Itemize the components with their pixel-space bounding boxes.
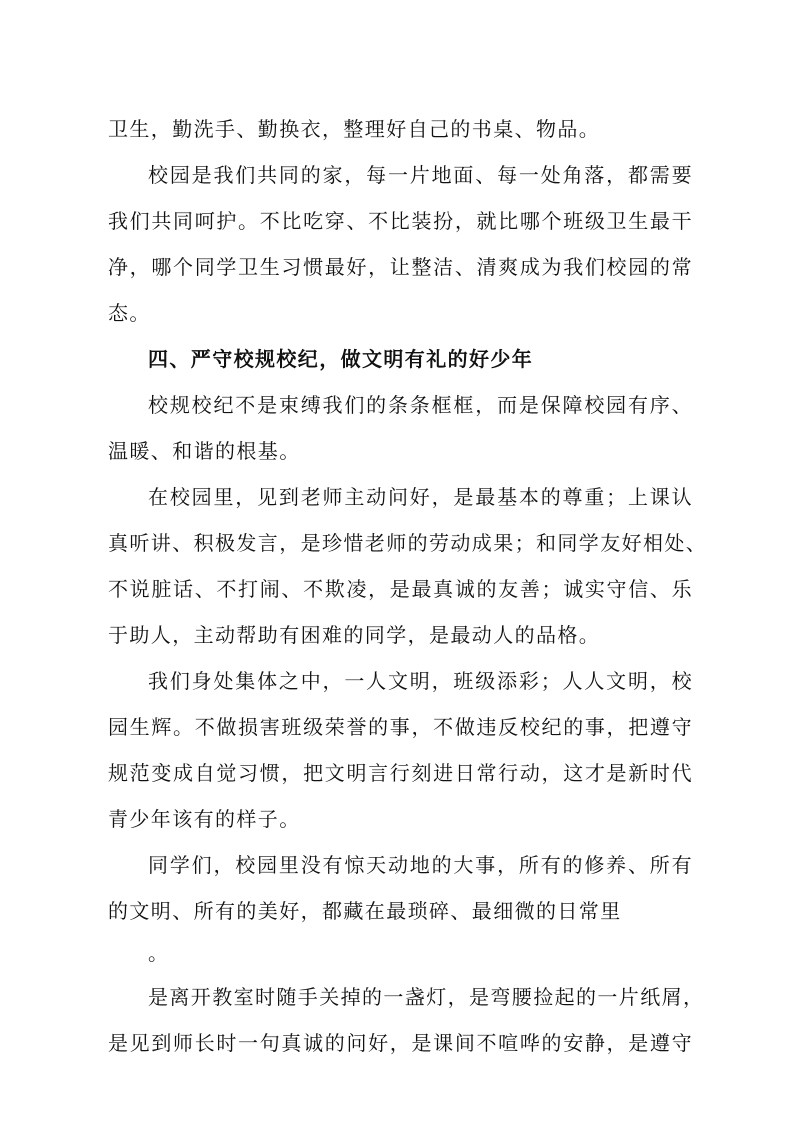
text-line: 校园是我们共同的家，每一片地面、每一处角落，都需要 — [148, 163, 693, 187]
text-line: 规范变成自觉习惯，把文明言行刻进日常行动，这才是新时代 — [108, 761, 693, 785]
text-line: 我们身处集体之中，一人文明，班级添彩；人人文明，校 — [148, 669, 693, 693]
text-line: 。 — [148, 941, 170, 965]
text-line: 真听讲、积极发言，是珍惜老师的劳动成果；和同学友好相处、 — [108, 531, 708, 555]
text-line: 我们共同呵护。不比吃穿、不比装扮，就比哪个班级卫生最干 — [108, 209, 693, 233]
text-line: 在校园里，见到老师主动问好，是最基本的尊重；上课认 — [148, 485, 693, 509]
text-line: 校规校纪不是束缚我们的条条框框，而是保障校园有序、 — [148, 393, 693, 417]
text-line: 卫生，勤洗手、勤换衣，整理好自己的书桌、物品。 — [108, 117, 601, 141]
text-line: 于助人，主动帮助有困难的同学，是最动人的品格。 — [108, 623, 601, 647]
text-line: 净，哪个同学卫生习惯最好，让整洁、清爽成为我们校园的常 — [108, 255, 693, 279]
section-heading: 四、严守校规校纪，做文明有礼的好少年 — [148, 347, 534, 371]
text-line: 青少年该有的样子。 — [108, 807, 301, 831]
text-line: 不说脏话、不打闹、不欺凌，是最真诚的友善；诚实守信、乐 — [108, 577, 693, 601]
text-line: 园生辉。不做损害班级荣誉的事，不做违反校纪的事，把遵守 — [108, 715, 693, 739]
text-line: 态。 — [108, 301, 151, 325]
text-line: 同学们，校园里没有惊天动地的大事，所有的修养、所有 — [148, 853, 693, 877]
text-line: 温暖、和谐的根基。 — [108, 439, 301, 463]
text-line: 是见到师长时一句真诚的问好，是课间不喧哗的安静，是遵守 — [108, 1031, 693, 1055]
text-line: 是离开教室时随手关掉的一盏灯，是弯腰捡起的一片纸屑， — [148, 985, 705, 1009]
text-line: 的文明、所有的美好，都藏在最琐碎、最细微的日常里 — [108, 899, 622, 923]
